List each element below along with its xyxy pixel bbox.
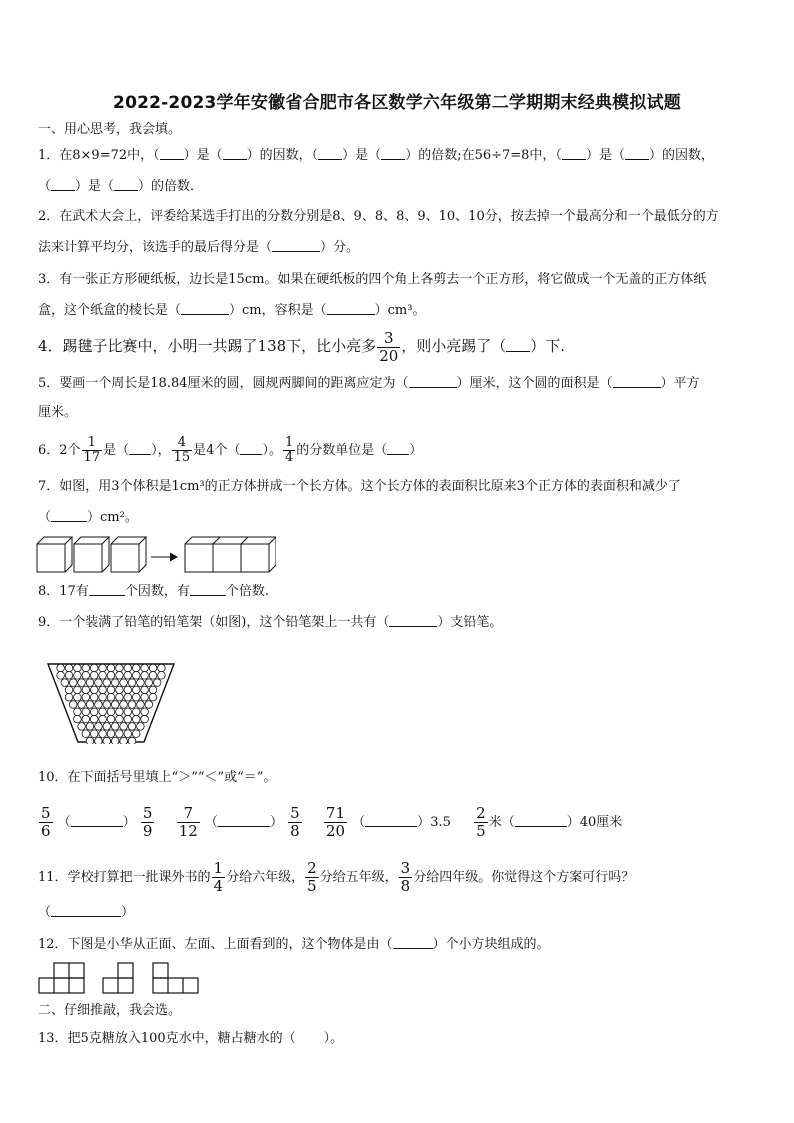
pencil-circle: [128, 701, 136, 709]
question-5-line-2: 厘米。: [38, 405, 78, 420]
question-7-line-1: 7．如图，用3个体积是1cm³的正方体拼成一个长方体。这个长方体的表面积比原来3个正方体的表面积和减少了: [38, 479, 681, 494]
answer-blank[interactable]: [613, 374, 661, 388]
pencil-circle: [141, 686, 149, 694]
question-11-answer-line: （ ）: [38, 905, 135, 920]
pencil-circle: [65, 693, 73, 701]
pencil-circle: [86, 723, 94, 731]
pencil-circle: [111, 679, 119, 687]
pencil-circle: [145, 701, 153, 709]
pencil-circle: [141, 708, 149, 716]
pencil-circle: [90, 672, 98, 680]
pencil-circle: [107, 693, 115, 701]
pencil-circle: [65, 686, 73, 694]
front-view: [39, 963, 84, 993]
pencil-circle: [141, 672, 149, 680]
fraction: $\frac{7}{12}$: [178, 804, 198, 840]
pencil-circle: [90, 730, 98, 738]
pencil-circle: [149, 672, 157, 680]
pencil-circle: [74, 686, 82, 694]
pencil-circle: [86, 679, 94, 687]
pencil-circle: [132, 708, 140, 716]
answer-blank[interactable]: [223, 146, 247, 160]
fraction: $\frac{4}{15}$: [173, 435, 191, 465]
answer-blank[interactable]: [272, 238, 320, 252]
pencil-circle: [99, 730, 107, 738]
answer-blank[interactable]: [318, 146, 342, 160]
pencil-circle: [82, 708, 90, 716]
question-3-line-2: 盒，这个纸盒的棱长是（ ）cm，容积是（ ）cm³。: [38, 303, 426, 318]
pencil-circle: [82, 715, 90, 723]
pencil-circle: [128, 737, 136, 744]
pencil-circle: [124, 686, 132, 694]
pencil-circle: [116, 672, 124, 680]
answer-blank[interactable]: [389, 613, 437, 627]
pencil-circle: [107, 708, 115, 716]
question-10: 10．在下面括号里填上“＞”“＜”或“＝”。: [38, 770, 277, 785]
answer-blank[interactable]: [562, 146, 586, 160]
pencil-circle: [124, 708, 132, 716]
pencil-circle: [74, 664, 82, 672]
fraction: $\frac{5}{9}$: [142, 804, 153, 840]
cube-3: [111, 537, 146, 572]
pencil-circle: [149, 664, 157, 672]
answer-blank[interactable]: [625, 146, 649, 160]
pencil-circle: [65, 672, 73, 680]
answer-blank[interactable]: [190, 582, 226, 596]
question-7-line-2: （ ）cm²。: [38, 510, 138, 525]
pencil-circle: [74, 693, 82, 701]
pencil-circle: [111, 723, 119, 731]
pencil-circle: [65, 664, 73, 672]
pencil-circle: [111, 701, 119, 709]
pencil-circle: [149, 693, 157, 701]
answer-blank[interactable]: [51, 508, 87, 522]
pencil-circle: [90, 715, 98, 723]
pencil-circle: [61, 679, 69, 687]
pencil-circle: [99, 708, 107, 716]
answer-blank[interactable]: [160, 146, 184, 160]
pencil-circle: [86, 701, 94, 709]
pencil-circle: [120, 737, 128, 744]
pencil-circle: [86, 737, 94, 744]
pencil-circle: [103, 723, 111, 731]
fraction: $\frac{1}{4}$: [213, 859, 224, 895]
pencil-circle: [103, 701, 111, 709]
answer-blank[interactable]: [218, 813, 270, 827]
pencil-circle: [82, 730, 90, 738]
pencil-circle: [124, 730, 132, 738]
pencil-circle: [82, 686, 90, 694]
pencil-circle: [57, 664, 65, 672]
pencil-circle: [116, 664, 124, 672]
pencil-circle: [132, 672, 140, 680]
pencil-circle: [107, 672, 115, 680]
answer-blank[interactable]: [114, 177, 138, 191]
answer-blank[interactable]: [381, 146, 405, 160]
pencil-circle: [145, 679, 153, 687]
answer-blank[interactable]: [387, 441, 409, 455]
question-12: 12．下图是小华从正面、左面、上面看到的，这个物体是由（ ）个小方块组成的。: [38, 937, 550, 952]
pencil-circle: [153, 679, 161, 687]
pencil-circle: [103, 737, 111, 744]
pencil-circle: [132, 693, 140, 701]
pencil-circle: [124, 693, 132, 701]
pencil-circle: [107, 730, 115, 738]
pencil-circle: [90, 693, 98, 701]
cube-1: [37, 537, 72, 572]
pencil-circle: [120, 723, 128, 731]
cuboid: [185, 537, 276, 572]
fraction: $\frac{2}{5}$: [476, 804, 486, 840]
pencil-circle: [90, 686, 98, 694]
pencil-circle: [158, 672, 166, 680]
cube-2: [74, 537, 109, 572]
pencil-circle: [128, 723, 136, 731]
top-view: [153, 963, 198, 993]
answer-blank[interactable]: [129, 441, 151, 455]
pencil-circle: [116, 715, 124, 723]
left-view: [103, 963, 133, 993]
pencil-circle: [78, 723, 86, 731]
pencil-circle: [116, 730, 124, 738]
section-1-heading: 一、用心思考，我会填。: [38, 122, 182, 137]
pencil-circle: [137, 679, 145, 687]
pencil-circle: [82, 672, 90, 680]
question-9: 9．一个装满了铅笔的铅笔架（如图)，这个铅笔架上一共有（ ）支铅笔。: [38, 615, 503, 630]
answer-blank[interactable]: [71, 813, 123, 827]
pencil-circle: [69, 679, 77, 687]
pencil-circle: [120, 679, 128, 687]
question-1-line-1: 1．在8×9=72中，（ ）是（ ）的因数，（ ）是（ ）的倍数;在56÷7=8中，（ ）是（ ）的因数，: [38, 148, 714, 163]
fraction: $\frac{2}{5}$: [307, 859, 317, 895]
pencil-circle: [99, 664, 107, 672]
pencil-circle: [74, 708, 82, 716]
answer-blank[interactable]: [515, 813, 567, 827]
pencil-circle: [107, 686, 115, 694]
question-5-line-1: 5．要画一个周长是18.84厘米的圆，圆规两脚间的距离应定为（ ）厘米，这个圆的面积是（ ）平方: [38, 376, 700, 391]
pencil-circle: [90, 708, 98, 716]
answer-blank[interactable]: [51, 903, 121, 917]
pencil-circle: [78, 679, 86, 687]
pencil-circle: [132, 686, 140, 694]
pencil-circle: [116, 708, 124, 716]
arrow-icon: [151, 553, 177, 561]
pencil-circle: [128, 679, 136, 687]
pencil-circle: [82, 664, 90, 672]
pencil-circle: [95, 737, 103, 744]
question-13: 13．把5克糖放入100克水中，糖占糖水的（ ）。: [38, 1031, 344, 1046]
pencil-circle: [158, 664, 166, 672]
question-8: 8．17有 个因数，有 个倍数.: [38, 584, 269, 599]
pencil-circle: [137, 701, 145, 709]
section-2-heading: 二、仔细推敲，我会选。: [38, 1003, 182, 1018]
question-11: 11．学校打算把一批课外书的 $\frac{1}{4}$ 分给六年级， $\frac{2}{5}$ 分给五年级， $\frac{3}{8}$ 分给四年级。你觉得这个方案可行吗？: [38, 859, 635, 895]
question-6: 6．2个 $\frac{1}{17}$ 是（ ）， $\frac{4}{15}$ 是4个（ ）。 $\frac{1}{4}$ 的分数单位是（ ）: [38, 435, 423, 465]
pencil-circle: [124, 715, 132, 723]
pencil-circle: [116, 686, 124, 694]
pencil-circle: [69, 701, 77, 709]
pencil-circle: [141, 715, 149, 723]
pencil-circle: [111, 737, 119, 744]
fraction: $\frac{1}{4}$: [284, 435, 294, 465]
pencil-circle: [132, 715, 140, 723]
pencil-circle: [107, 715, 115, 723]
pencil-circle: [107, 664, 115, 672]
three-views-figure: [38, 962, 202, 996]
pencil-circle: [90, 664, 98, 672]
pencil-circle: [74, 715, 82, 723]
pencil-circle: [141, 664, 149, 672]
pencil-circle: [78, 701, 86, 709]
pencil-circle: [99, 686, 107, 694]
pencil-circle: [137, 723, 145, 731]
answer-blank[interactable]: [409, 374, 457, 388]
pencil-circle: [99, 715, 107, 723]
question-2-line-2: 法来计算平均分，该选手的最后得分是（ ）分。: [38, 240, 360, 255]
fraction: $\frac{1}{17}$: [83, 435, 101, 465]
answer-blank[interactable]: [327, 301, 375, 315]
pencil-holder-figure: [46, 660, 176, 744]
answer-blank[interactable]: [89, 582, 125, 596]
pencil-circle: [141, 693, 149, 701]
pencil-circle: [132, 730, 140, 738]
question-3-line-1: 3．有一张正方形硬纸板，边长是15cm。如果在硬纸板的四个角上各剪去一个正方形，将它做成一个无盖的正方体纸: [38, 272, 707, 287]
pencil-circle: [95, 701, 103, 709]
question-4: 4．踢毽子比赛中，小明一共踢了138下，比小亮多 $\frac{3}{20}$ ，则小亮踢了（ ）下.: [38, 328, 566, 365]
fraction: $\frac{71}{20}$: [325, 804, 346, 840]
pencil-circle: [74, 672, 82, 680]
pencil-circle: [124, 672, 132, 680]
question-10-items: $\frac{5}{6}$ （ ） $\frac{5}{9}$ $\frac{7}{12}$ （ ） $\frac{5}{8}$ $\frac{71}{20}$ （ ）3.5 $\frac{2}{5}$ 米（ ）40厘米: [41, 804, 623, 840]
fraction: $\frac{5}{8}$: [290, 804, 300, 840]
pencil-circle: [99, 693, 107, 701]
pencil-circle: [149, 686, 157, 694]
pencil-circle: [124, 664, 132, 672]
answer-blank[interactable]: [506, 338, 530, 352]
question-1-line-2: （ ）是（ ）的倍数．: [38, 179, 204, 194]
answer-blank[interactable]: [393, 935, 433, 949]
fraction: $\frac{3}{8}$: [400, 859, 411, 895]
page-title: 2022-2023学年安徽省合肥市各区数学六年级第二学期期末经典模拟试题: [113, 93, 681, 113]
cubes-figure: [36, 536, 276, 574]
answer-blank[interactable]: [365, 813, 417, 827]
pencil-circle: [120, 701, 128, 709]
pencil-circle: [82, 693, 90, 701]
question-2-line-1: 2．在武术大会上，评委给某选手打出的分数分别是8、9、8、8、9、10、10分，按去掉一个最高分和一个最低分的方: [38, 209, 719, 224]
pencil-circle: [99, 672, 107, 680]
pencil-circle: [132, 664, 140, 672]
pencil-circle: [95, 723, 103, 731]
pencil-circle: [57, 672, 65, 680]
answer-blank[interactable]: [181, 301, 229, 315]
answer-blank[interactable]: [240, 441, 262, 455]
answer-blank[interactable]: [51, 177, 75, 191]
fraction: $\frac{3}{20}$: [379, 328, 399, 365]
fraction: $\frac{5}{6}$: [41, 804, 51, 840]
pencil-circle: [116, 693, 124, 701]
pencil-circle: [103, 679, 111, 687]
pencil-circle: [95, 679, 103, 687]
